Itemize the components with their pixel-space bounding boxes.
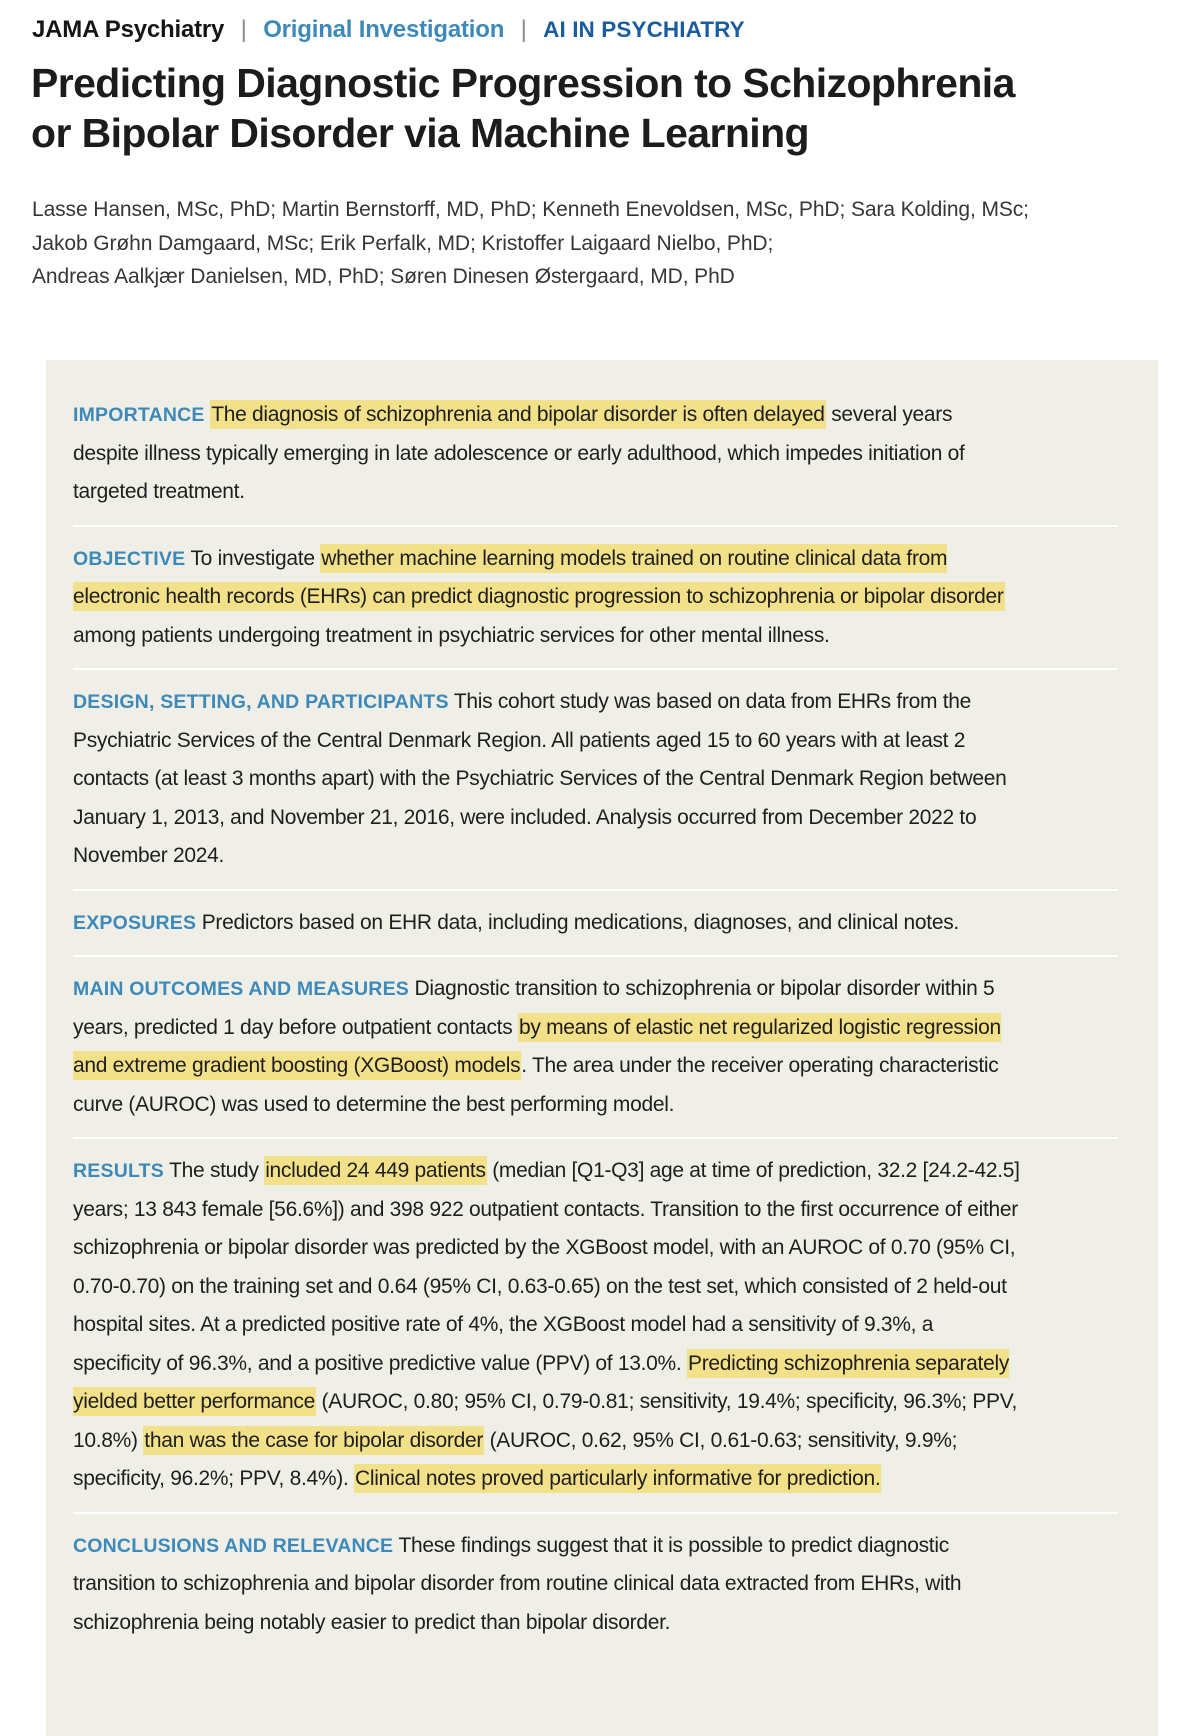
body-text: The study	[169, 1159, 265, 1182]
title-line: or Bipolar Disorder via Machine Learning	[31, 110, 809, 156]
title-line: Predicting Diagnostic Progression to Schizophrenia	[31, 60, 1015, 106]
journal-name: JAMA Psychiatry	[32, 16, 225, 43]
section-label: DESIGN, SETTING, AND PARTICIPANTS	[73, 691, 449, 713]
body-text: This cohort study was based on data from EHRs from the Psychiatric Services of the Central Denmark Region. All patients aged 15 to 60 years with at least 2 contacts (at least 3 months apart) with the Psychiatric Services of the Central Denmark Region between January 1, 2013, and November 21, 2016, were included. Analysis occurred from December 2022 to November 2024.	[73, 690, 1007, 867]
body-text: (AUROC, 0.62, 95% CI, 0.61-0.63; sensitivity, 9.9%; specificity, 96.2%; PPV, 8.4%).	[73, 1428, 958, 1490]
abstract-section-importance	[73, 396, 1021, 525]
highlighted-text: Predicting schizophrenia separately yielded better performance	[73, 1349, 1009, 1417]
highlighted-text: by means of elastic net regularized logistic regression and extreme gradient boosting (XGBoost) models	[73, 1013, 1001, 1081]
collection-link[interactable]: AI IN PSYCHIATRY	[543, 17, 745, 42]
abstract-section-objective	[73, 527, 1021, 669]
section-label: IMPORTANCE	[73, 404, 205, 426]
highlighted-text: The diagnosis of schizophrenia and bipolar disorder is often delayed	[210, 400, 826, 429]
highlighted-text: Clinical notes proved particularly informative for prediction.	[354, 1464, 881, 1493]
abstract-section-design	[73, 670, 1021, 889]
body-text: several years despite illness typically emerging in late adolescence or early adulthood, which impedes initiation of targeted treatment.	[73, 403, 965, 503]
body-text: Diagnostic transition to schizophrenia or bipolar disorder within 5 years, predicted 1 day before outpatient contacts	[73, 977, 995, 1039]
pipe-separator: |	[520, 16, 527, 43]
section-label: MAIN OUTCOMES AND MEASURES	[73, 978, 409, 1000]
abstract-section-main-outcomes	[73, 957, 1021, 1137]
author-list	[32, 193, 1029, 294]
body-text: among patients undergoing treatment in psychiatric services for other mental illness.	[73, 623, 830, 647]
abstract-section-conclusions	[73, 1514, 1021, 1656]
section-text	[73, 1156, 1020, 1493]
author-line: Lasse Hansen, MSc, PhD; Martin Bernstorff, MD, PhD; Kenneth Enevoldsen, MSc, PhD; Sara Kolding, MSc;	[32, 198, 1029, 221]
section-text	[73, 690, 1007, 867]
body-text: (AUROC, 0.80; 95% CI, 0.79-0.81; sensitivity, 19.4%; specificity, 96.3%; PPV, 10.8%)	[73, 1390, 1018, 1452]
highlighted-text: than was the case for bipolar disorder	[143, 1426, 484, 1455]
abstract-section-results	[73, 1139, 1021, 1512]
section-label: CONCLUSIONS AND RELEVANCE	[73, 1534, 394, 1557]
section-text	[202, 911, 959, 934]
highlighted-text: included 24 449 patients	[264, 1156, 486, 1185]
body-text: . The area under the receiver operating characteristic curve (AUROC) was used to determine the best performing model.	[73, 1054, 999, 1116]
section-label: EXPOSURES	[73, 911, 197, 934]
highlighted-text: whether machine learning models trained on routine clinical data from electronic health records (EHRs) can predict diagnostic progression to schizophrenia or bipolar disorder	[73, 544, 1005, 612]
section-text	[73, 400, 965, 503]
article-title	[31, 58, 1015, 158]
section-label: OBJECTIVE	[73, 547, 186, 570]
masthead	[32, 16, 745, 44]
author-line: Jakob Grøhn Damgaard, MSc; Erik Perfalk, MD; Kristoffer Laigaard Nielbo, PhD;	[32, 231, 774, 255]
body-text: Predictors based on EHR data, including medications, diagnoses, and clinical notes.	[201, 910, 959, 934]
author-line: Andreas Aalkjær Danielsen, MD, PhD; Søren Dinesen Østergaard, MD, PhD	[32, 265, 735, 288]
pipe-separator: |	[240, 16, 247, 43]
body-text: (median [Q1-Q3] age at time of prediction, 32.2 [24.2-42.5] years; 13 843 female [56.6%]) and 398 922 outpatient contacts. Transition to the first occurrence of either schizophrenia or bipolar disorder was predicted by the XGBoost model, with an AUROC of 0.70 (95% CI, 0.70-0.70) on the training set and 0.64 (95% CI, 0.63-0.65) on the test set, which consisted of 2 held-out hospital sites. At a predicted positive rate of 4%, the XGBoost model had a sensitivity of 9.3%, a specificity of 96.3%, and a positive predictive value (PPV) of 13.0%.	[73, 1159, 1020, 1375]
body-text: To investigate	[190, 546, 321, 570]
section-label: RESULTS	[73, 1160, 164, 1182]
article-type-link[interactable]: Original Investigation	[263, 16, 505, 43]
abstract-box	[46, 360, 1158, 1736]
abstract-section-exposures	[73, 891, 1021, 956]
section-text	[73, 544, 1005, 647]
body-text: These findings suggest that it is possible to predict diagnostic transition to schizophrenia and bipolar disorder from routine clinical data extracted from EHRs, with schizophrenia being notably easier to predict than bipolar disorder.	[73, 1533, 962, 1634]
